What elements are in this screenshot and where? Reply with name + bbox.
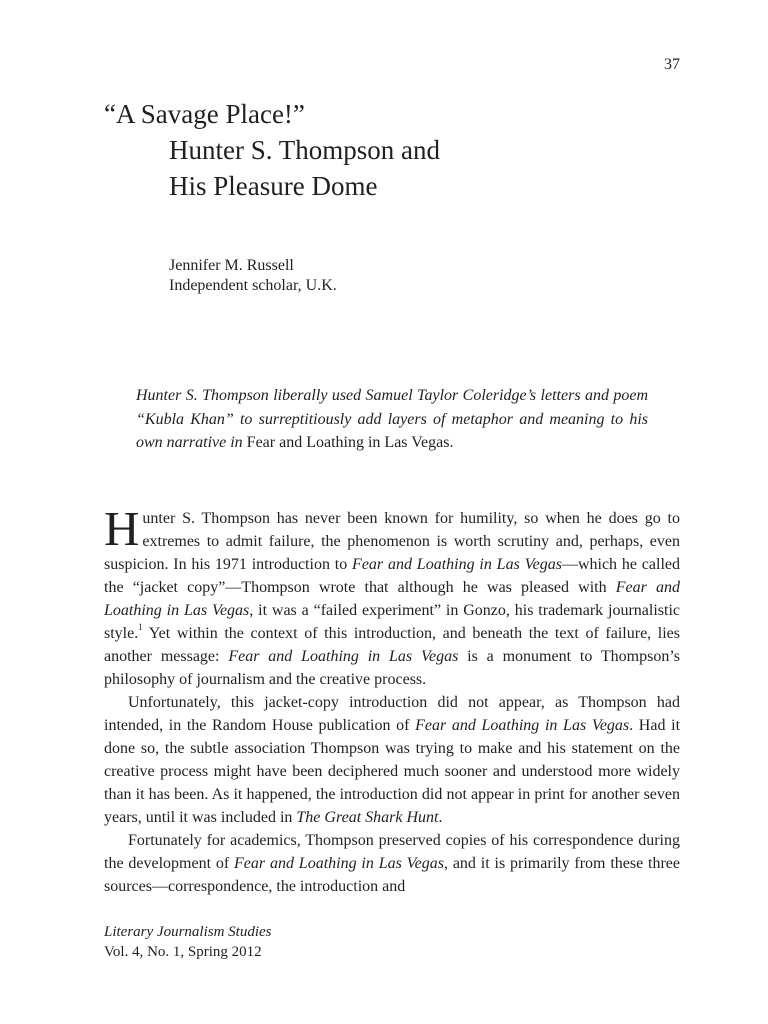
abstract-text: Hunter S. Thompson liberally used Samuel Taylor Coleridge’s letters and poem “Kubla Khan” to surreptitiously add layers of metaphor and meaning to his own narrative in xyxy=(136,387,648,451)
p1-text-2: —which he called the “jacket copy”—Thompson wrote that although he was pleased with xyxy=(104,556,680,596)
p2-text-2: . Had it done so, the subtle association Thompson was trying to make and his statement on the creative process might have been deciphered much sooner and understood more widely than it has been. As it happened, the introduction did not appear in print for another seven years, until it was included in xyxy=(104,717,681,826)
p1-text-5: is a monument to Thompson’s philosophy of journalism and the creative process. xyxy=(104,648,681,688)
journal-issue: Vol. 4, No. 1, Spring 2012 xyxy=(104,944,262,960)
p3-text-2: , and it is primarily from these three sources—correspondence, the introduction and xyxy=(104,855,681,895)
paragraph-1 xyxy=(104,501,681,691)
p1-book-title-2: Fear and Loathing in Las Vegas xyxy=(104,579,681,619)
abstract-book-title: Fear and Loathing in Las Vegas. xyxy=(246,434,454,451)
drop-cap: H xyxy=(104,501,140,556)
p2-text-3: . xyxy=(438,809,443,826)
author-block xyxy=(169,256,337,296)
p1-text-4: Yet within the context of this introduction, and beneath the text of failure, lies another message: xyxy=(104,625,680,665)
title-line-2: Hunter S. Thompson and xyxy=(169,135,440,165)
article-body xyxy=(104,501,681,898)
p1-book-title-3: Fear and Loathing in Las Vegas xyxy=(228,648,459,665)
p1-book-title-1: Fear and Loathing in Las Vegas xyxy=(352,556,562,573)
author-name: Jennifer M. Russell xyxy=(169,257,294,274)
p3-book-title-1: Fear and Loathing in Las Vegas xyxy=(234,855,444,872)
article-title xyxy=(104,96,440,204)
page-number: 37 xyxy=(664,56,680,73)
title-line-1: “A Savage Place!” xyxy=(104,99,305,129)
p2-book-title-2: The Great Shark Hunt xyxy=(296,809,439,826)
title-line-3: His Pleasure Dome xyxy=(169,171,378,201)
footnote-marker[interactable]: 1 xyxy=(138,622,143,632)
p2-text-1: Unfortunately, this jacket-copy introduction did not appear, as Thompson had intended, in the Random House publication of xyxy=(104,694,680,734)
paragraph-3 xyxy=(104,829,680,898)
p1-text-3: , it was a “failed experiment” in Gonzo, his trademark journalistic style. xyxy=(104,602,681,642)
journal-name: Literary Journalism Studies xyxy=(104,924,272,940)
p3-text-1: Fortunately for academics, Thompson preserved copies of his correspondence during the development of xyxy=(104,832,680,872)
paragraph-2 xyxy=(104,691,680,829)
p2-book-title-1: Fear and Loathing in Las Vegas xyxy=(415,717,630,734)
p1-text-1: unter S. Thompson has never been known for humility, so when he does go to extremes to admit failure, the phenomenon is worth scrutiny and, perhaps, even suspicion. In his 1971 introduction to xyxy=(104,510,680,573)
abstract xyxy=(136,384,648,455)
author-affiliation: Independent scholar, U.K. xyxy=(169,277,337,294)
journal-footer xyxy=(104,922,272,962)
